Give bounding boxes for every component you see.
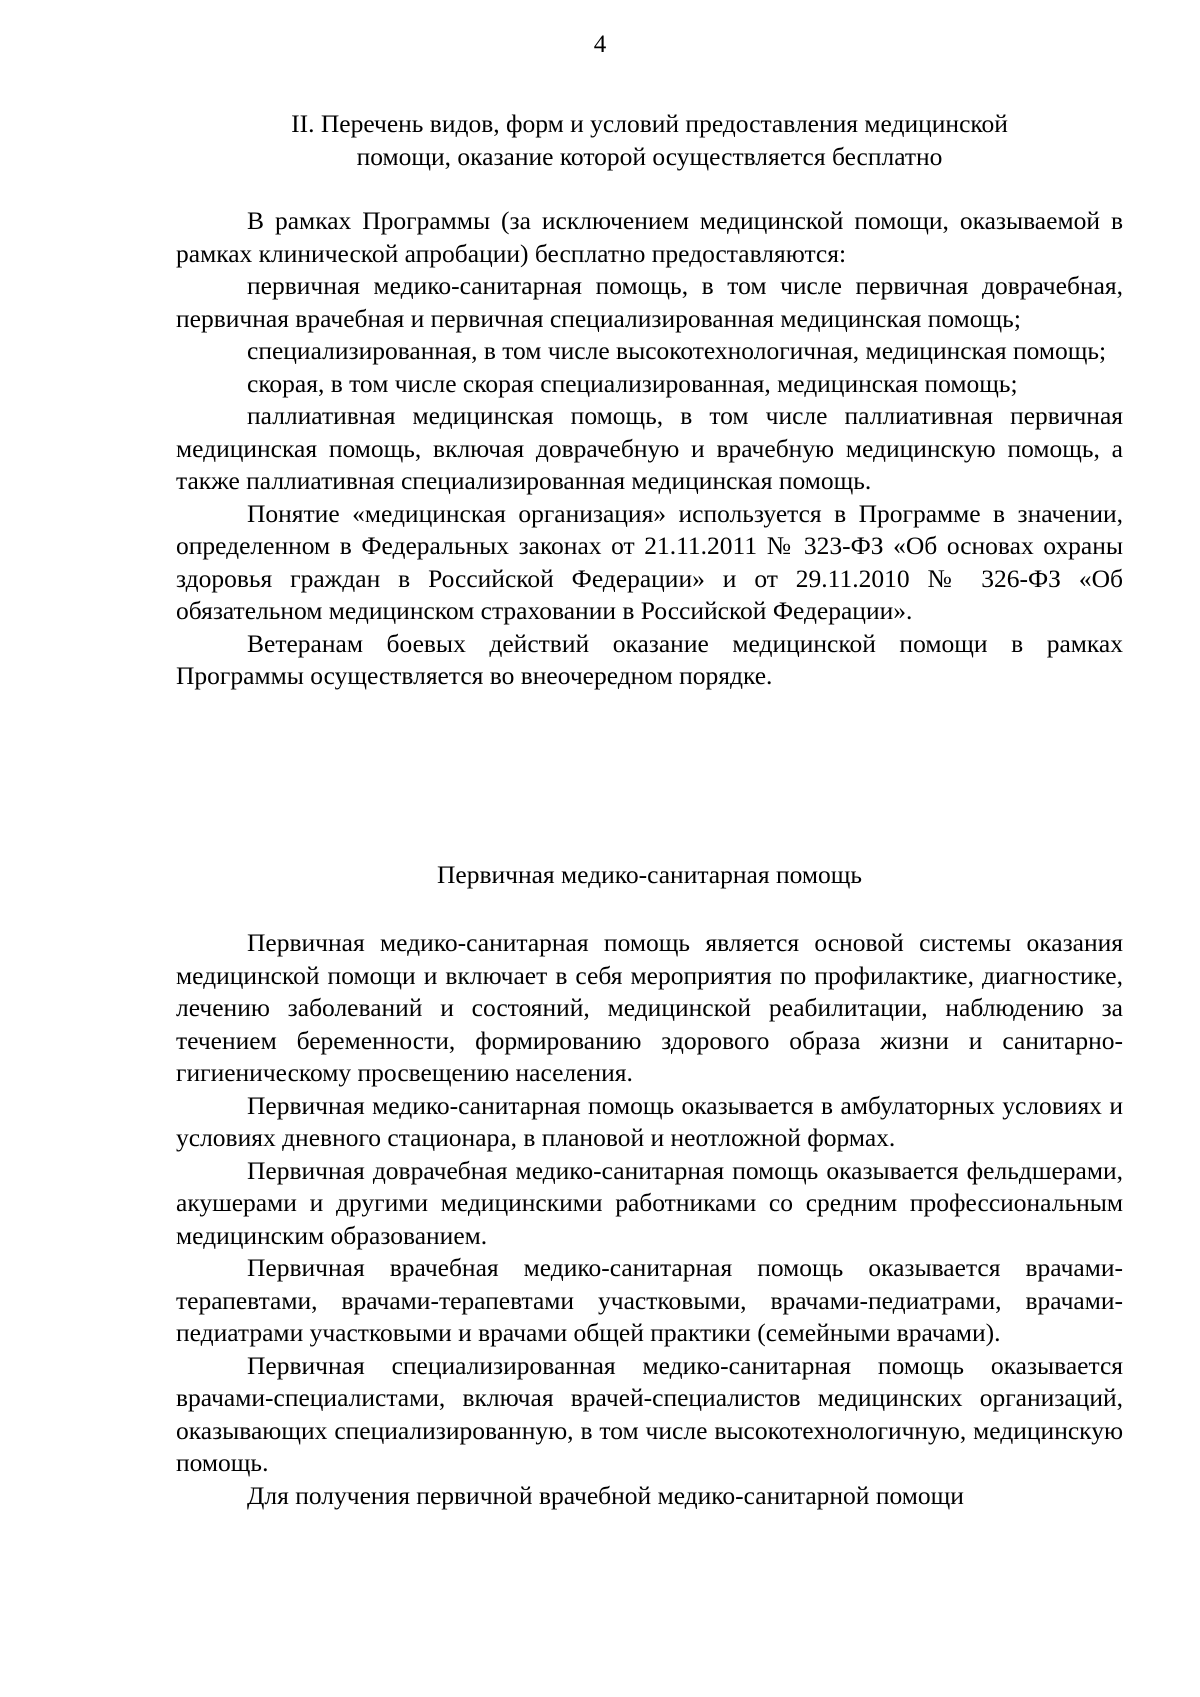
primary-care-text-block bbox=[176, 927, 1123, 1512]
paragraph: В рамках Программы (за исключением медицинской помощи, оказываемой в рамках клинической апробации) бесплатно предоставляются: bbox=[176, 206, 1123, 268]
paragraph: Первичная медико-санитарная помощь является основой системы оказания медицинской помощи и включает в себя мероприятия по профилактике, диагностике, лечению заболеваний и состояний, медицинской реабилитации, наблюдению за течением беременности, формированию здорового образа жизни и санитарно-гигиеническому просвещению населения. bbox=[176, 928, 1123, 1087]
paragraph: первичная медико-санитарная помощь, в том числе первичная доврачебная, первичная врачебная и первичная специализированная медицинская помощь; bbox=[176, 271, 1123, 333]
paragraph: Первичная доврачебная медико-санитарная помощь оказывается фельдшерами, акушерами и другими медицинскими работниками со средним профессиональным медицинским образованием. bbox=[176, 1155, 1123, 1250]
paragraph: Первичная медико-санитарная помощь оказывается в амбулаторных условиях и условиях дневного стационара, в плановой и неотложной формах. bbox=[176, 1090, 1123, 1152]
paragraph: скорая, в том числе скорая специализированная, медицинская помощь; bbox=[247, 368, 1018, 398]
intro-text-block bbox=[176, 205, 1123, 693]
paragraph: Первичная врачебная медико-санитарная помощь оказывается врачами-терапевтами, врачами-терапевтами участковыми, врачами-педиатрами, врачами-педиатрами участковыми и врачами общей практики (семейными врачами). bbox=[176, 1253, 1123, 1347]
paragraph: Понятие «медицинская организация» используется в Программе в значении, определенном в Федеральных законах от 21.11.2011 № 323-ФЗ «Об основах охраны здоровья граждан в Российской Федерации» и от 29.11.2010 № 326-ФЗ «Об обязательном медицинском страховании в Российской Федерации». bbox=[176, 498, 1123, 625]
paragraph: специализированная, в том числе высокотехнологичная, медицинская помощь; bbox=[247, 336, 1107, 365]
page-number: 4 bbox=[593, 31, 607, 58]
section-title-line-2: помощи, оказание которой осуществляется бесплатно bbox=[356, 141, 943, 171]
paragraph-last: Для получения первичной врачебной медико-санитарной помощи bbox=[247, 1480, 964, 1510]
paragraph: Первичная специализированная медико-санитарная помощь оказывается врачами-специалистами, включая врачей-специалистов медицинских организаций, оказывающих специализированную, в том числе высокотехнологичную, медицинскую помощь. bbox=[176, 1350, 1123, 1477]
paragraph: паллиативная медицинская помощь, в том числе паллиативная первичная медицинская помощь, включая доврачебную и врачебную медицинскую помощь, а также паллиативная специализированная медицинская помощь. bbox=[176, 401, 1123, 495]
section-title bbox=[176, 108, 1123, 173]
section-title-line-1: II. Перечень видов, форм и условий предоставления медицинской bbox=[291, 109, 1008, 138]
subheading: Первичная медико-санитарная помощь bbox=[436, 860, 863, 889]
paragraph: Ветеранам боевых действий оказание медицинской помощи в рамках Программы осуществляется во внеочередном порядке. bbox=[176, 628, 1123, 690]
